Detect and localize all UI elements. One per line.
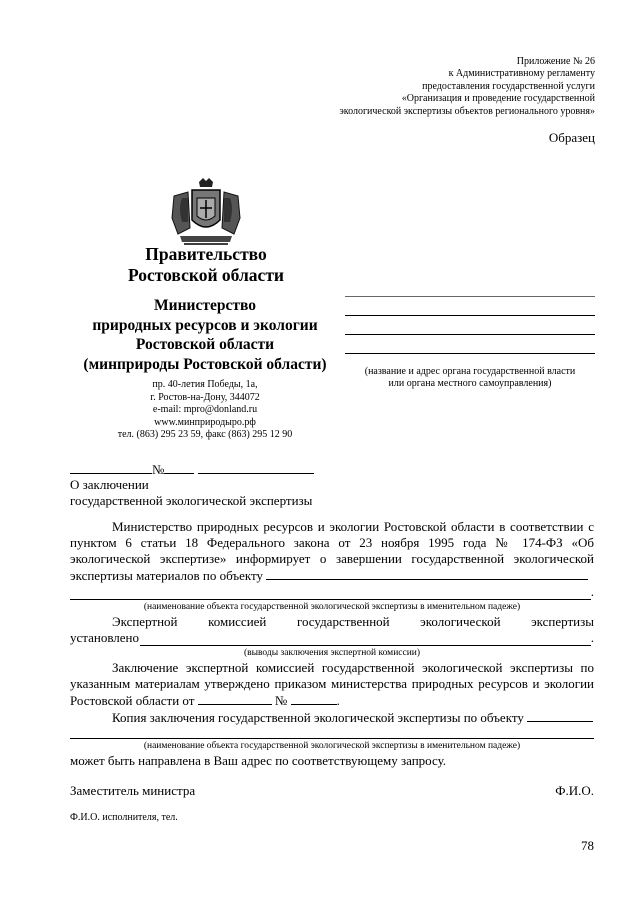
paragraph-notification: Министерство природных ресурсов и экологии Ростовской области в соответствии с пунктом 6 статьи 18 Федерального закона от 23 ноября 1995 года № 174-ФЗ «Об экологической экспертизе» информирует о завершении государственной экологической экспертизы материалов по объекту — [70, 519, 594, 583]
recipient-caption — [345, 366, 595, 390]
commission-line: Экспертной комиссией государственной экологической экспертизы — [112, 614, 594, 629]
paragraph-copy: Копия заключения государственной экологической экспертизы по объекту — [70, 709, 594, 726]
government-title — [75, 244, 337, 286]
appendix-line: предоставления государственной услуги — [422, 80, 595, 92]
government-title-line: Правительство — [145, 244, 267, 264]
object-field-2-line — [70, 726, 594, 739]
appendix-line: к Административному регламенту — [448, 68, 595, 80]
sample-label: Образец — [548, 130, 595, 145]
subject — [70, 477, 312, 509]
contact-address: пр. 40-летия Победы, 1а, — [152, 379, 258, 390]
recipient-line — [345, 334, 595, 335]
object-field-2 — [527, 709, 593, 722]
object-field — [266, 567, 588, 580]
appendix-line: «Организация и проведение государственной — [401, 93, 595, 105]
page-number: 78 — [581, 838, 594, 853]
recipient-address-block — [345, 296, 595, 372]
number-field — [164, 461, 194, 474]
recipient-line — [345, 353, 595, 354]
paragraph-approval: Заключение экспертной комиссией государственной экологической экспертизы по указанным материалам утверждено приказом министерства природных ресурсов и экологии Ростовской области от № . — [70, 660, 594, 708]
signer-name: Ф.И.О. — [555, 783, 594, 798]
executor-info: Ф.И.О. исполнителя, тел. — [70, 812, 178, 823]
object-field-line — [70, 587, 591, 600]
contact-email: e-mail: mpro@donland.ru — [152, 404, 258, 416]
recipient-caption-line: (название и адрес органа государственной власти — [364, 366, 576, 377]
subject-line: О заключении — [70, 477, 149, 492]
signer-position: Заместитель министра — [70, 783, 196, 798]
order-date-field — [198, 692, 272, 705]
letter-body — [70, 519, 594, 769]
ministry-name-line: Ростовской области — [135, 336, 275, 353]
recipient-caption-line: или органа местного самоуправления) — [388, 378, 552, 389]
ministry-name-line: (минприроды Ростовской области) — [83, 355, 327, 373]
coat-of-arms-emblem — [170, 178, 242, 248]
date-field — [70, 461, 152, 474]
conclusions-field — [140, 633, 591, 646]
ministry-name-line: Министерство — [154, 297, 256, 314]
caption-object-2: (наименование объекта государственной экологической экспертизы в именительном падеже) — [143, 741, 521, 751]
recipient-line — [345, 296, 595, 297]
order-number-field — [291, 692, 337, 705]
closing-sentence: может быть направлена в Ваш адрес по соответствующему запросу. — [70, 753, 447, 768]
appendix-line: экологической экспертизы объектов регионального уровня» — [339, 105, 595, 117]
subject-line: государственной экологической экспертизы — [70, 493, 313, 508]
caption-object: (наименование объекта государственной экологической экспертизы в именительном падеже) — [143, 602, 521, 612]
appendix-line: Приложение № 26 — [516, 56, 595, 67]
contact-website: www.минприродыро.рф — [154, 416, 256, 428]
ministry-name — [60, 296, 350, 374]
ministry-name-line: природных ресурсов и экологии — [92, 316, 318, 334]
ministry-contacts — [60, 379, 350, 442]
number-sign: № — [152, 462, 165, 477]
object-continuation: . — [70, 584, 594, 600]
caption-conclusions: (выводы заключения экспертной комиссии) — [243, 648, 421, 658]
contact-phone: тел. (863) 295 23 59, факс (863) 295 12 90 — [117, 429, 293, 441]
contact-city: г. Ростов-на-Дону, 344072 — [150, 391, 260, 403]
appendix-header — [265, 56, 595, 118]
registration-line — [70, 461, 314, 477]
government-title-line: Ростовской области — [127, 265, 285, 285]
reference-field — [198, 461, 314, 474]
recipient-line — [345, 315, 595, 316]
established-line: установлено . — [70, 630, 594, 645]
